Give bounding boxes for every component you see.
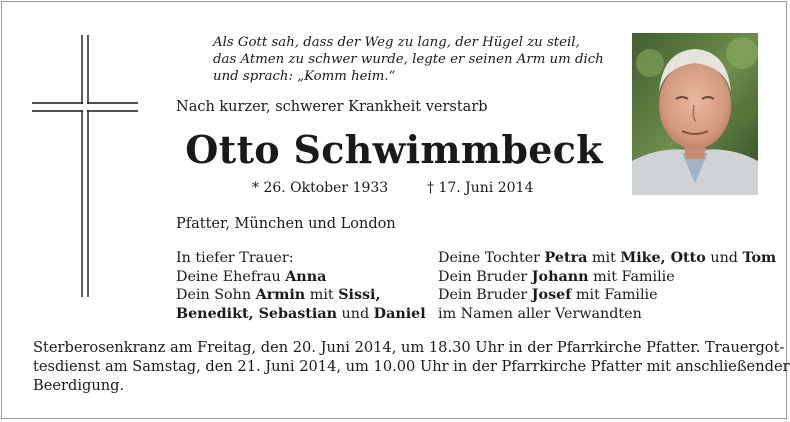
- mourner-text: Dein Bruder: [438, 287, 532, 303]
- poem: [213, 34, 613, 85]
- mourner-text: im Namen aller Verwandten: [438, 305, 642, 322]
- intro-text: Nach kurzer, schwerer Krankheit verstarb: [176, 99, 488, 115]
- mourners-left: [176, 249, 426, 323]
- poem-line: das Atmen zu schwer wurde, legte er seinen Arm um dich: [213, 52, 604, 67]
- mourner-line: [438, 286, 776, 305]
- mourner-name: Tom: [742, 250, 777, 266]
- mourner-text: mit: [305, 287, 339, 303]
- mourner-name: Benedikt, Sebastian: [176, 305, 337, 322]
- mourner-name: Armin: [255, 287, 306, 303]
- poem-line: Als Gott sah, dass der Weg zu lang, der Hügel zu steil,: [213, 35, 580, 50]
- mourner-name: Mike, Otto: [620, 250, 706, 266]
- mourner-text: mit: [587, 250, 621, 266]
- mourner-line: [176, 268, 426, 287]
- mourner-text: mit Familie: [571, 287, 658, 303]
- mourner-line: [176, 305, 426, 324]
- service-line: tesdienst am Samstag, den 21. Juni 2014, um 10.00 Uhr in der Pfarrkirche Pfatter mit anschließender: [33, 358, 790, 375]
- mourner-line: [176, 286, 426, 305]
- mourner-text: Deine Tochter: [438, 250, 545, 266]
- mourner-name: Petra: [544, 250, 588, 266]
- death-date: † 17. Juni 2014: [427, 180, 534, 196]
- mourner-name: Daniel: [373, 305, 426, 322]
- mourner-text: Dein Bruder: [438, 268, 532, 285]
- service-info: [33, 338, 790, 395]
- portrait-photo: [632, 33, 758, 195]
- mourner-text: und: [337, 305, 374, 322]
- birth-date: * 26. Oktober 1933: [252, 180, 389, 196]
- mourners-right: [438, 249, 776, 323]
- mourner-text: Dein Sohn: [176, 287, 256, 303]
- deceased-name: Otto Schwimmbeck: [185, 127, 603, 172]
- service-line: Sterberosenkranz am Freitag, den 20. Juni 2014, um 18.30 Uhr in der Pfarrkirche Pfatter. Trauergot-: [33, 339, 785, 356]
- mourner-line: [438, 249, 776, 268]
- mourner-line: [438, 305, 776, 324]
- mourner-text: In tiefer Trauer:: [176, 250, 294, 266]
- mourner-line: [176, 249, 426, 268]
- mourner-name: Sissi,: [338, 287, 381, 303]
- cross-icon: [30, 35, 140, 297]
- mourner-line: [438, 268, 776, 287]
- service-line: Beerdigung.: [33, 377, 125, 394]
- mourner-text: Deine Ehefrau: [176, 268, 286, 285]
- mourner-name: Johann: [531, 268, 589, 285]
- mourner-name: Josef: [531, 287, 572, 303]
- mourner-text: und: [705, 250, 743, 266]
- mourner-name: Anna: [285, 268, 327, 285]
- places-text: Pfatter, München und London: [176, 216, 396, 232]
- portrait-image: [632, 33, 758, 195]
- poem-line: und sprach: „Komm heim.“: [213, 69, 396, 84]
- mourner-text: mit Familie: [588, 268, 675, 285]
